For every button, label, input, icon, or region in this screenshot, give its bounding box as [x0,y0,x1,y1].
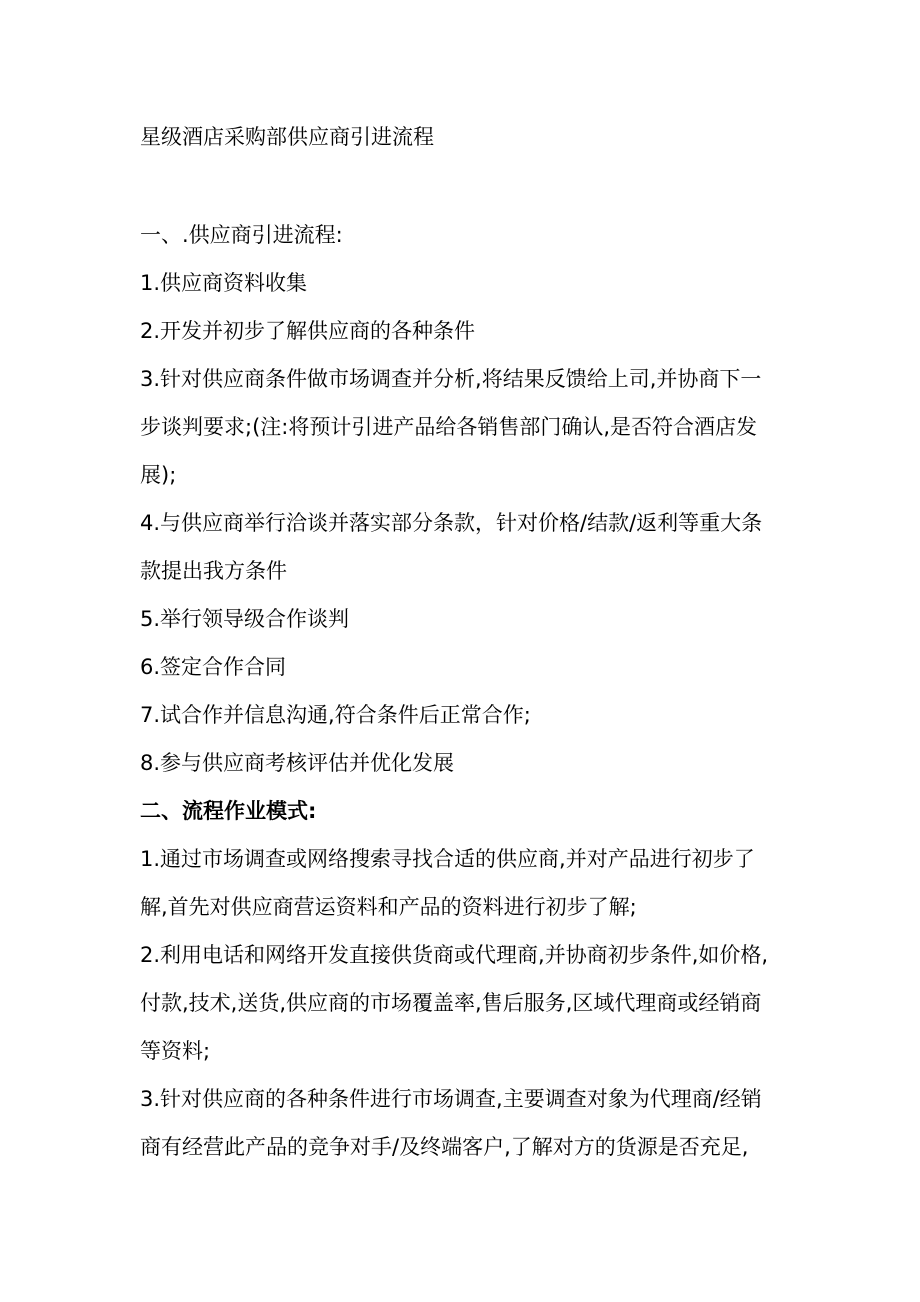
section-heading-1: 一、.供应商引进流程: [140,223,343,247]
paragraph-line: 款提出我方条件 [140,559,287,583]
paragraph-line: 2.利用电话和网络开发直接供货商或代理商,并协商初步条件,如价格, [140,943,769,967]
paragraph-line: 解,首先对供应商营运资料和产品的资料进行初步了解; [140,895,637,919]
paragraph-line: 5.举行领导级合作谈判 [140,607,350,631]
paragraph-line: 7.试合作并信息沟通,符合条件后正常合作; [140,703,531,727]
paragraph-line: 3.针对供应商的各种条件进行市场调查,主要调查对象为代理商/经销 [140,1087,762,1111]
paragraph-line: 等资料; [140,1039,211,1063]
paragraph-line: 步谈判要求;(注:将预计引进产品给各销售部门确认,是否符合酒店发 [140,415,758,439]
section-heading-2: 二、流程作业模式: [140,799,317,823]
paragraph-line: 8.参与供应商考核评估并优化发展 [140,751,455,775]
paragraph-line: 3.针对供应商条件做市场调查并分析,将结果反馈给上司,并协商下一 [140,367,762,391]
document-title: 星级酒店采购部供应商引进流程 [140,125,434,149]
paragraph-line: 商有经营此产品的竞争对手/及终端客户,了解对方的货源是否充足, [140,1135,749,1159]
paragraph-line: 1.通过市场调查或网络搜索寻找合适的供应商,并对产品进行初步了 [140,847,755,871]
paragraph-line: 1.供应商资料收集 [140,271,308,295]
paragraph-line: 6.签定合作合同 [140,655,287,679]
paragraph-line: 展); [140,463,177,487]
paragraph-line: 2.开发并初步了解供应商的各种条件 [140,319,476,343]
paragraph-line: 4.与供应商举行洽谈并落实部分条款，针对价格/结款/返利等重大条 [140,511,763,535]
paragraph-line: 付款,技术,送货,供应商的市场覆盖率,售后服务,区域代理商或经销商 [140,991,762,1015]
